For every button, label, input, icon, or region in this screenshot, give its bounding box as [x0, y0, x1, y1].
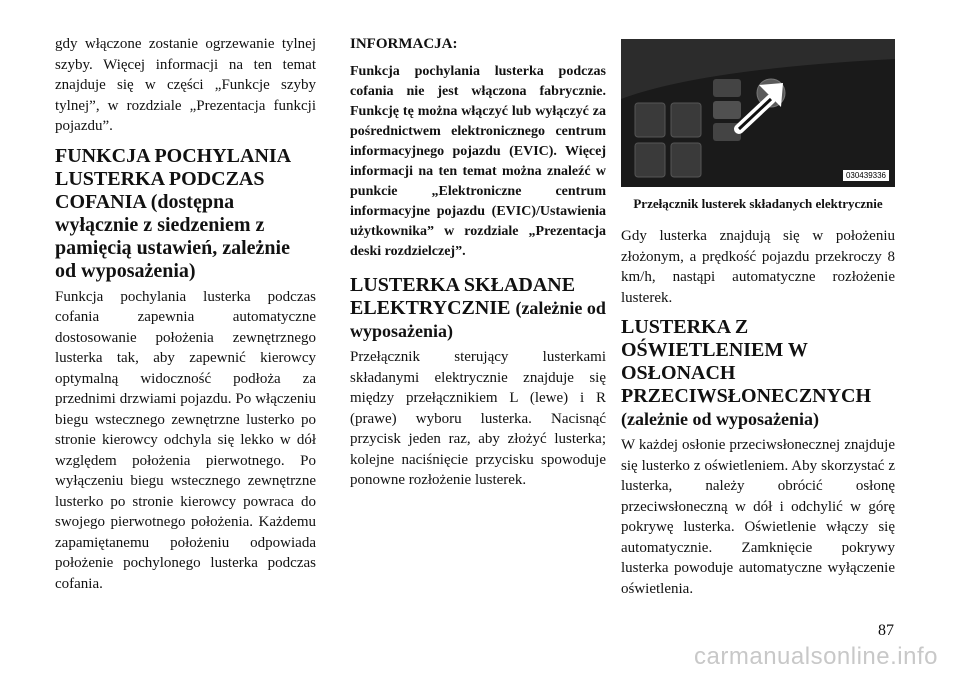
- paragraph-continued: gdy włączone zostanie ogrzewanie tylnej szyby. Więcej informacji na ten temat znajduje się w części „Funkcje szyby tylnej”, w rozdziale „Prezentacja funkcji pojazdu”.: [55, 36, 316, 134]
- column-left: [55, 34, 316, 594]
- heading-illuminated-vanity-sub: (zależnie od wyposażenia): [621, 409, 819, 429]
- info-title: INFORMACJA:: [350, 36, 458, 52]
- paragraph-power-folding: Przełącznik sterujący lusterkami składanymi elektrycznie znajduje się między przełącznikiem L (lewe) i R (prawe) wyboru lusterka. Nacisnąć przycisk jeden raz, aby złożyć lusterka; kolejne naciśnięcie przycisku spowoduje ponowne rozłożenie lusterek.: [350, 349, 606, 488]
- photo-code: 030439336: [843, 170, 889, 181]
- heading-power-folding-main: LUSTERKA SKŁADANE ELEKTRYCZNIE: [350, 274, 576, 319]
- mirror-switch-photo: [621, 39, 895, 187]
- page-number: 87: [878, 622, 894, 639]
- watermark: carmanualsonline.info: [694, 643, 938, 670]
- heading-power-folding: [350, 274, 606, 343]
- heading-power-folding-sub: (zależnie od wyposażenia): [350, 298, 606, 341]
- column-right: [621, 34, 895, 599]
- paragraph-illuminated-vanity: W każdej osłonie przeciwsłonecznej znajduje się lusterko z oświetleniem. Aby skorzystać z lusterka, należy obrócić osłonę przeciwsłoneczną w dół i odchylić w górę pokrywę lusterka. Oświetlenie włączy się automatycznie. Zamknięcie pokrywy lusterka powoduje automatyczne wyłączenie oświetlenia.: [621, 437, 895, 597]
- info-body: Funkcja pochylania lusterka podczas cofania nie jest włączona fabrycznie. Funkcję tę można włączyć lub wyłączyć za pośrednictwem elektronicznego centrum informacyjnego pojazdu (EVIC). Więcej informacji na ten temat można znaleźć w punkcie „Elektroniczne centrum informacyjne pojazdu (EVIC)/Ustawienia użytkownika” w rozdziale „Prezentacja deski rozdzielczej”.: [350, 64, 606, 259]
- column-middle: [350, 34, 606, 491]
- paragraph-reverse-tilt: Funkcja pochylania lusterka podczas cofania zapewnia automatyczne dostosowanie położenia zewnętrznego lusterka tak, aby zapewnić kierowcy optymalną widoczność podłoża za przednimi drzwiami pojazdu. Po włączeniu biegu wstecznego zewnętrzne lusterko po stronie kierowcy odchyla się lekko w dół względem położenia pierwotnego. Po wyłączeniu biegu wstecznego zewnętrzne lusterko po stronie kierowcy powraca do swojego pierwotnego położenia. Każdemu zapamiętanemu położeniu odpowiada położenie pochylonego lusterka podczas cofania.: [55, 288, 316, 592]
- heading-illuminated-vanity: [621, 316, 895, 431]
- mirror-switch-illustration: [621, 39, 895, 187]
- photo-caption: Przełącznik lusterek składanych elektrycznie: [633, 196, 883, 211]
- heading-reverse-tilt: FUNKCJA POCHYLANIA LUSTERKA PODCZAS COFANIA (dostępna wyłącznie z siedzeniem z pamięcią ustawień, zależnie od wyposażenia): [55, 144, 291, 282]
- paragraph-auto-unfold: Gdy lusterka znajdują się w położeniu złożonym, a prędkość pojazdu przekroczy 8 km/h, nastąpi automatyczne rozłożenie lusterek.: [621, 228, 895, 306]
- heading-illuminated-vanity-main: LUSTERKA Z OŚWIETLENIEM W OSŁONACH PRZECIWSŁONECZNYCH: [621, 316, 872, 407]
